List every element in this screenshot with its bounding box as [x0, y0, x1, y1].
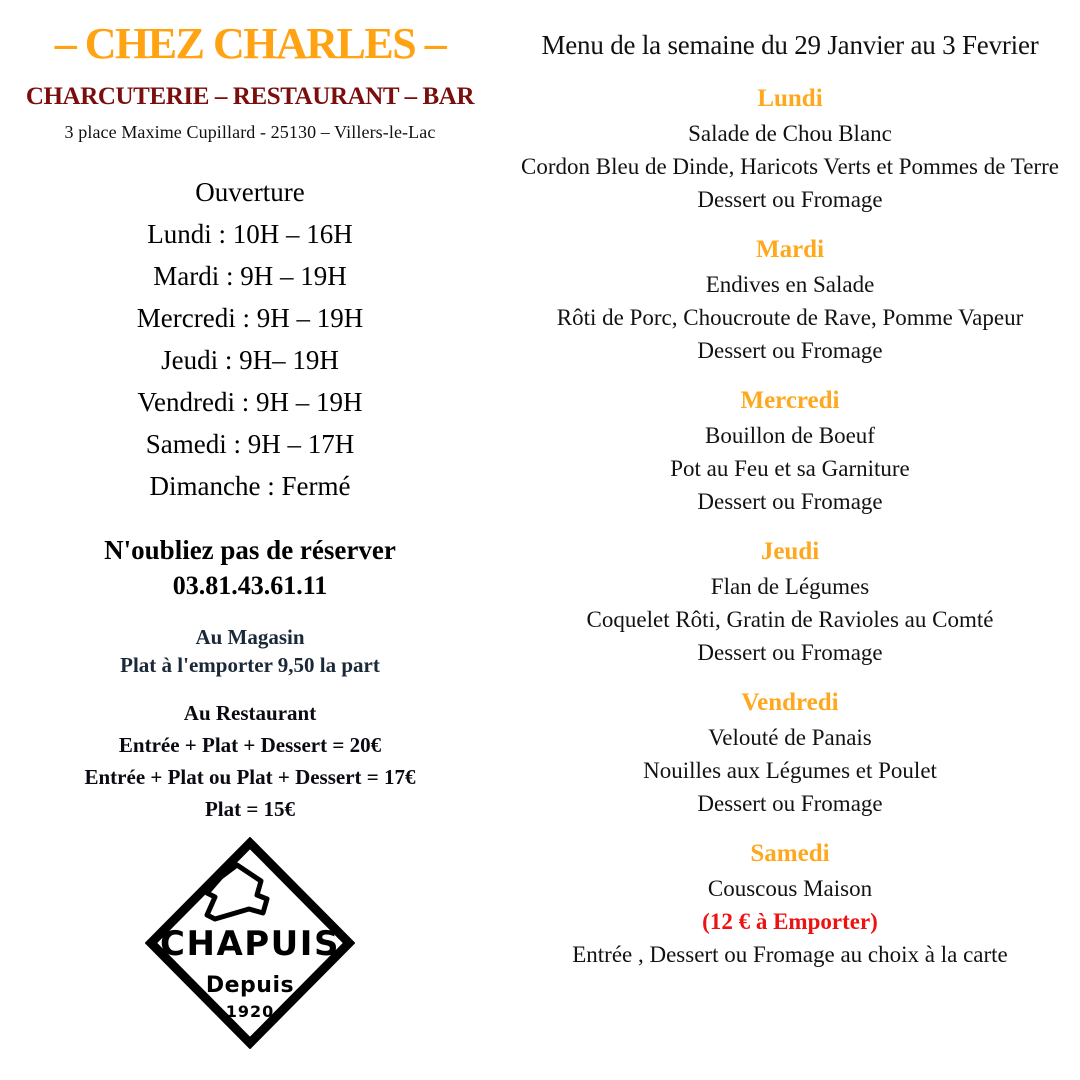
- menu-day-name: Jeudi: [760, 538, 820, 565]
- menu-day-item: Dessert ou Fromage: [697, 338, 883, 363]
- menu-day-item: Couscous Maison: [707, 876, 873, 901]
- opening-hours: [0, 141, 500, 507]
- restaurant-price-list: [0, 729, 500, 825]
- menu-day-item: Bouillon de Boeuf: [705, 423, 875, 448]
- menu-day-item: Pot au Feu et sa Garniture: [670, 456, 910, 481]
- info-column: [0, 0, 500, 1080]
- logo-since-year: 1920: [225, 1002, 275, 1021]
- menu-day-item: Dessert ou Fromage: [697, 187, 883, 212]
- menu-day-item: Velouté de Panais: [708, 725, 872, 750]
- brand-title: – CHEZ CHARLES –: [54, 19, 446, 68]
- opening-hours-list: [0, 213, 500, 507]
- menu-day-item: Endives en Salade: [705, 272, 875, 297]
- brand-subtitle: CHARCUTERIE – RESTAURANT – BAR: [25, 83, 475, 110]
- brand-address: 3 place Maxime Cupillard - 25130 – Villers-le-Lac: [64, 122, 436, 142]
- shop-pricing-block: [0, 605, 500, 679]
- reservation-title: N'oubliez pas de réserver: [104, 535, 396, 565]
- logo-since-label: Depuis: [205, 973, 295, 998]
- menu-day: [500, 836, 1080, 987]
- menu-day-item: Salade de Chou Blanc: [688, 121, 892, 146]
- menu-day-item: Dessert ou Fromage: [697, 489, 883, 514]
- restaurant-price-line: Entrée + Plat ou Plat + Dessert = 17€: [84, 765, 416, 789]
- opening-hours-row: Mercredi : 9H – 19H: [136, 303, 364, 333]
- menu-day: [500, 383, 1080, 534]
- shop-title: Au Magasin: [195, 625, 305, 649]
- logo-name: CHAPUIS: [160, 924, 340, 964]
- restaurant-price-line: Entrée + Plat + Dessert = 20€: [118, 733, 382, 757]
- menu-day: [500, 232, 1080, 383]
- menu-day-item-highlight: (12 € à Emporter): [702, 909, 878, 934]
- menu-day-item: Entrée , Dessert ou Fromage au choix à la carte: [572, 942, 1008, 967]
- menu-column: [500, 0, 1080, 1080]
- menu-day-name: Mercredi: [740, 387, 840, 414]
- menu-day: [500, 81, 1080, 232]
- menu-day-item: Dessert ou Fromage: [697, 640, 883, 665]
- opening-hours-row: Vendredi : 9H – 19H: [137, 387, 363, 417]
- menu-days-list: [500, 59, 1080, 987]
- menu-day-name: Mardi: [755, 236, 825, 263]
- shop-takeaway-price: Plat à l'emporter 9,50 la part: [120, 653, 380, 677]
- menu-day: [500, 685, 1080, 836]
- restaurant-title: Au Restaurant: [183, 701, 317, 725]
- menu-day-item: Rôti de Porc, Choucroute de Rave, Pomme Vapeur: [556, 305, 1024, 330]
- menu-day-item: Dessert ou Fromage: [697, 791, 883, 816]
- menu-day-name: Samedi: [750, 840, 830, 867]
- opening-hours-row: Mardi : 9H – 19H: [153, 261, 347, 291]
- menu-day-item: Nouilles aux Légumes et Poulet: [643, 758, 937, 783]
- opening-hours-row: Dimanche : Fermé: [149, 471, 351, 501]
- opening-hours-heading: Ouverture: [195, 177, 305, 207]
- menu-day-item: Flan de Légumes: [710, 574, 870, 599]
- chapuis-logo-svg: [145, 837, 355, 1049]
- menu-week-title: Menu de la semaine du 29 Janvier au 3 Fevrier: [541, 30, 1039, 60]
- restaurant-price-line: Plat = 15€: [204, 797, 296, 821]
- opening-hours-row: Lundi : 10H – 16H: [147, 219, 353, 249]
- menu-day-name: Lundi: [757, 85, 823, 112]
- restaurant-pricing-block: [0, 679, 500, 825]
- menu-day-name: Vendredi: [741, 689, 839, 716]
- opening-hours-row: Samedi : 9H – 17H: [145, 429, 355, 459]
- menu-day: [500, 534, 1080, 685]
- reservation-block: [0, 507, 500, 605]
- reservation-phone[interactable]: 03.81.43.61.11: [172, 571, 328, 600]
- chapuis-logo: [0, 825, 500, 1049]
- menu-day-item: Cordon Bleu de Dinde, Haricots Verts et Pommes de Terre: [521, 154, 1059, 179]
- opening-hours-row: Jeudi : 9H– 19H: [161, 345, 339, 375]
- menu-day-item: Coquelet Rôti, Gratin de Ravioles au Comté: [586, 607, 994, 632]
